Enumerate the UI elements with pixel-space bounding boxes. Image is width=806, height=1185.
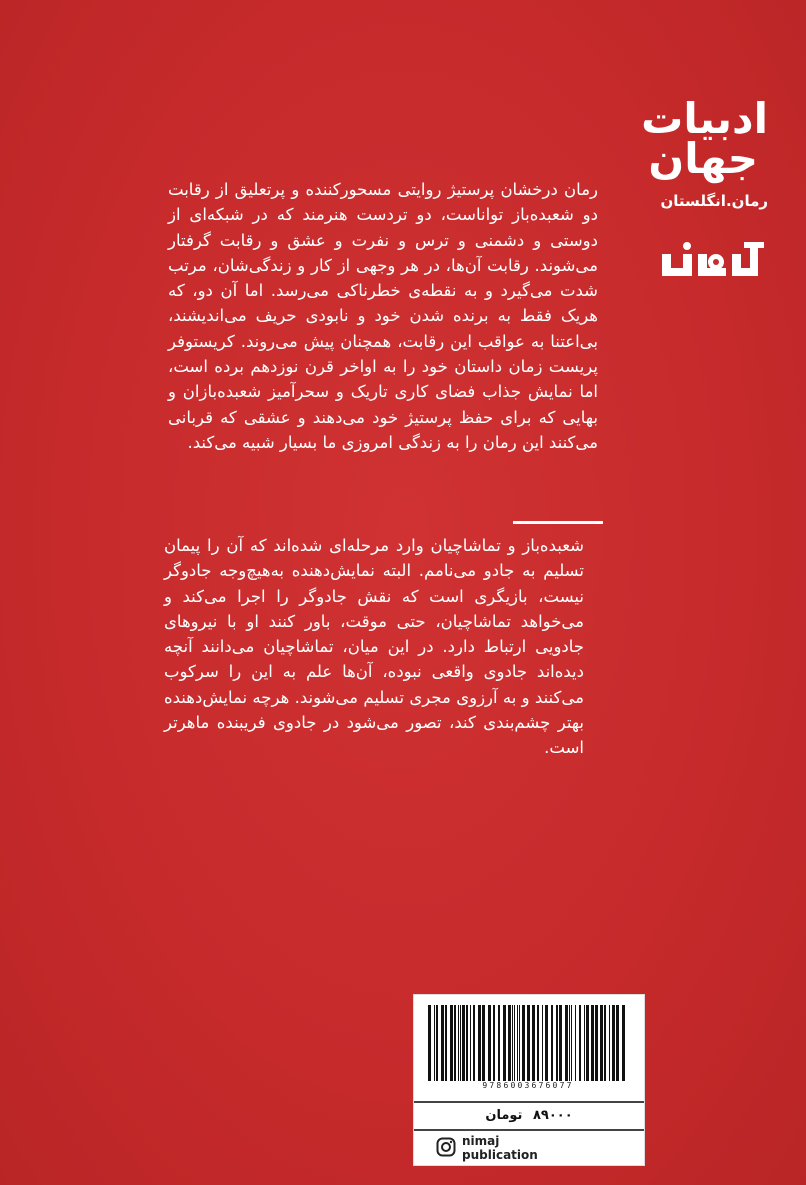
barcode-icon (426, 1005, 630, 1081)
nimaj-logo-icon (658, 236, 768, 286)
barcode (426, 1005, 630, 1093)
publisher-name (462, 1134, 538, 1162)
nimaj-logo (658, 236, 768, 286)
publisher-line1: nimaj (462, 1134, 500, 1148)
publisher (436, 1133, 636, 1163)
barcode-price-box (413, 994, 645, 1166)
genre-label: رمان.انگلستان (660, 192, 768, 210)
series-title-line1: ادبیات (641, 94, 768, 143)
series-title (641, 94, 768, 183)
barcode-digits: 9786003676077 (482, 1081, 574, 1090)
series-title-line2: جهان (648, 134, 758, 183)
quote-paragraph: شعبده‌باز و تماشاچیان وارد مرحله‌ای شده‌اند که آن را پیمان تسلیم به جادو می‌نامم. البته نمایش‌دهنده به‌هیچ‌وجه جادوگر نیست، بازیگری است که نقش جادوگر را اجرا می‌کند و می‌خواهد تماشاچیان، حتی موقت، باور کنند او با نیروهای جادویی ارتباط دارد. در این میان، تماشاچیان می‌دانند آنچه دیده‌اند جادوی واقعی نبوده، آن‌ها علم به این را سرکوب می‌کنند و به آرزوی مجری تسلیم می‌شوند. هرچه نمایش‌دهنده بهتر چشم‌بندی کند، تصور می‌شود در جادوی فریبنده ماهرتر است. (164, 536, 584, 758)
price-amount: ۸۹۰۰۰ (532, 1108, 573, 1123)
synopsis-paragraph: رمان درخشان پرستیژ روایتی مسحورکننده و پرتعلیق از رقابت دو شعبده‌باز تواناست، دو تردست هنرمند که در شبکه‌ای از دوستی و دشمنی و ترس و نفرت و عشق و رقابت گرفتار می‌شوند. رقابت آن‌ها، در هر وجهی از کار و زندگی‌شان، مرتب شدت می‌گیرد و به نقطه‌ی خطرناکی می‌رسد. اما آن دو، که هریک فقط به برنده شدن خود و نابودی حریف می‌اندیشند، بی‌اعتنا به عواقب این رقابت، همچنان پیش می‌روند. کریستوفر پریست زمان داستان خود را به اواخر قرن نوزدهم برده است، اما نمایش جذاب فضای کاری تاریک و سحرآمیز شعبده‌بازان و بهایی که برای حفظ پرستیژ خود می‌دهند و عشقی که قربانی می‌کنند این رمان را به زندگی امروزی ما بسیار شبیه می‌کند. (168, 180, 598, 452)
divider (513, 521, 603, 524)
publisher-line2: publication (462, 1148, 538, 1162)
price-currency: تومان (485, 1108, 523, 1123)
instagram-icon (436, 1137, 456, 1157)
price-label (414, 1101, 644, 1131)
